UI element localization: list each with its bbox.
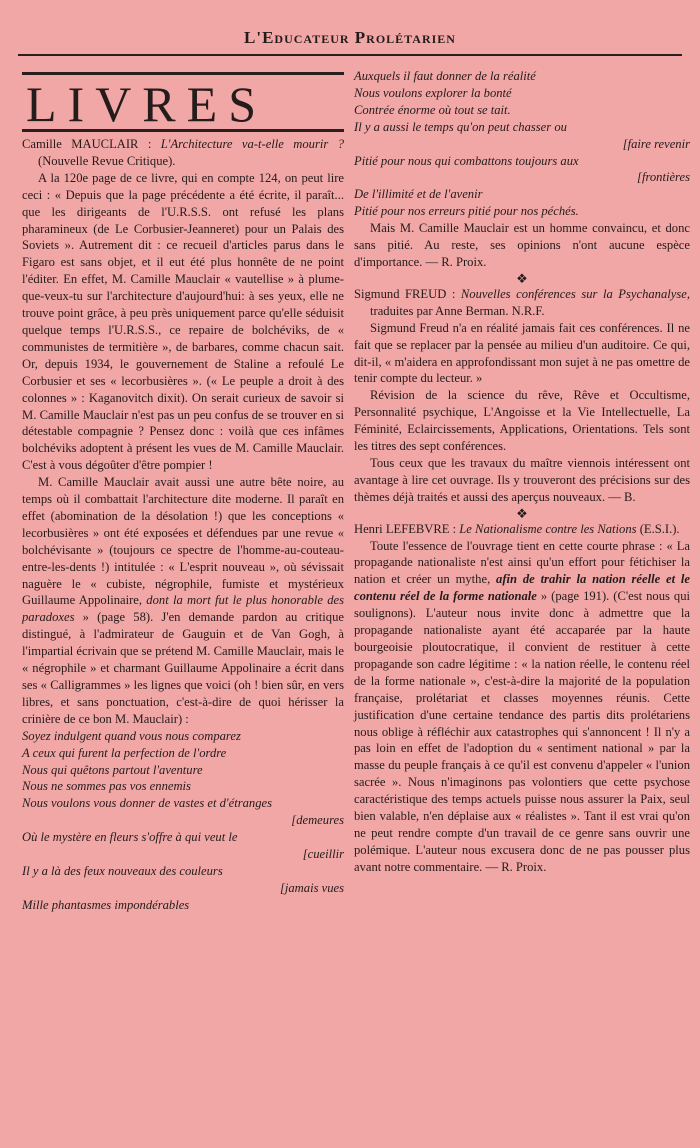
verse-line: Où le mystère en fleurs s'offre à qui veut le (22, 830, 238, 845)
verse-line: Pitié pour nous qui combattons toujours aux (354, 153, 579, 168)
section-title: LIVRES (22, 72, 344, 132)
review-author: Sigmund FREUD : (354, 286, 456, 301)
paragraph: Mais M. Camille Mauclair est un homme convaincu, et donc sans pitié. Au reste, ses opinions n'ont aucune espèce d'importance. — R. Proix. (354, 221, 690, 269)
verse-line: Il y a aussi le temps qu'on peut chasser ou (354, 119, 567, 134)
review-book-title: L'Architecture va-t-elle mourir ? (160, 137, 344, 151)
review-author: Henri LEFEBVRE : (354, 521, 457, 536)
verse-continuation: [frontières (637, 170, 690, 185)
paragraph: Sigmund Freud n'a en réalité jamais fait ces conférences. Il ne fait que se replacer par la pensée au milieu d'un auditoire. Ce qui, dit-il, « m'aidera en approfondissant mon sujet à ne pas omettre de tenir compte du lecteur. » (354, 320, 690, 386)
ornament-divider: ❖ (516, 505, 528, 521)
paragraph: Révision de la science du rêve, Rêve et Occultisme, Personnalité psychique, L'Angoisse et la Vie Intellectuelle, La Féminité, Eclaircissements, Applications, Orientations. Tels sont les titres des sept conférences. (354, 388, 690, 454)
review-publisher: (E.S.I.). (639, 521, 680, 536)
text-run: » (page 58). J'en demande pardon au critique distingué, à l'admirateur de Gauguin et de Van Gogh, à l'impartial écrivain que se prétend M. Camille Mauclair, mais le « négrophile » et charmant Guillaume Appolinaire a écrit dans ses « Calligrammes » les lignes que voici (oh ! bien sûr, en vers libres, et sans ponctuation, c'est-à-dire de quoi hérisser la crinière de ce bon M. Mauclair) : (22, 610, 344, 726)
verse-line: Il y a là des feux nouveaux des couleurs (22, 863, 223, 878)
left-column (22, 68, 344, 914)
verse-line: Nous voulons vous donner de vastes et d'étranges (22, 796, 272, 811)
verse-line: Soyez indulgent quand vous nous comparez (22, 728, 241, 743)
verse-line: Auxquels il faut donner de la réalité (354, 69, 536, 83)
text-run: M. Camille Mauclair avait aussi une autre bête noire, au temps où il combattait l'architecture dite moderne. Il paraît en effet (abomination de la désolation !) que les conceptions « lecorbusières » ont été exposées et défendues par une revue « bolchévisante » (toujours ce spectre de l'homme-au-couteau-entre-les-dents !) intitulée : « L'esprit nouveau », où sévissait naguère le « cubiste, négrophile, fumiste et mystérieux Guillaume Appolinaire, (22, 475, 344, 608)
review-book-title: Nouvelles conférences sur la Psychanalyse, (460, 286, 690, 301)
verse-line: Nous ne sommes pas vos ennemis (22, 779, 191, 794)
verse-continuation: [demeures (291, 813, 344, 828)
paragraph (354, 538, 690, 876)
paragraph: A la 120e page de ce livre, qui en compte 124, on peut lire ceci : « Depuis que la page précédente a été écrite, il paraît... que les dirigeants de l'U.R.S.S. ont refusé les plans pharamineux (de Le Corbusier-Jeanneret) pour un Palais des Soviets ». Autrement dit : ce recueil d'articles parus dans le Figaro est sans objet, et il eut été plus honnête de ne point l'éditer. En effet, M. Camille Mauclair « vautellise » à plume-que-veux-tu sur l'architecture d'aujourd'hui: à ses yeux, elle ne trouve point grâce, à peu près uniquement parce qu'elle séduisit quelque temps l'U.R.S.S., ce repaire de bolchéviks, de « communistes de termitière », de barbares, comme chacun sait. Or, depuis 1934, le gouvernement de Staline a refoulé Le Corbusier et ses « lecorbusières ». (« Le peuple a droit à des colonnes » : Kaganovitch dixit). On serait curieux de savoir si M. Camille Mauclair n'est pas un peu confus de se trouver en si détestable compagnie ? Pensez donc : voilà que ces infâmes bolchéviks adoptent à présent les vues de M. Camille Mauclair. C'est à vous dégoûter d'être pompier ! (22, 170, 344, 473)
right-column (354, 68, 690, 876)
verse-continuation: [cueillir (302, 847, 344, 862)
verse-line: De l'illimité et de l'avenir (354, 187, 483, 202)
review-publisher: (Nouvelle Revue Critique). (38, 153, 176, 168)
verse-line: Nous qui quêtons partout l'aventure (22, 762, 203, 777)
journal-title: L'Educateur Prolétarien (244, 28, 456, 47)
verse-line: Mille phantasmes impondérables (22, 897, 190, 912)
italic-run: dont la mort fut le plus honorable des paradoxes (22, 593, 345, 625)
review-heading-mauclair (22, 136, 344, 170)
text-run: Toute l'essence de l'ouvrage tient en cette courte phrase : « La propagande nationaliste n'est ainsi qu'un effort pour fétichiser la nation et créer un mythe, (354, 538, 690, 587)
ornament-divider: ❖ (516, 270, 528, 286)
verse-continuation: [jamais vues (279, 880, 344, 895)
paragraph: Tous ceux que les travaux du maître viennois intéressent ont avantage à lire cet ouvrage. Ils y trouveront des précisions sur des thèmes déjà traités et aussi des aperçus nouveaux. — B. (354, 455, 690, 504)
running-header (18, 24, 682, 56)
italic-run: afin de trahir la nation réelle et le contenu réel de la forme nationale (354, 572, 690, 604)
review-author: Camille MAUCLAIR : (22, 137, 152, 151)
verse-line: Contrée énorme où tout se tait. (354, 102, 511, 117)
review-heading-freud (354, 286, 690, 320)
verse-continuation: [faire revenir (622, 136, 690, 151)
paragraph (22, 474, 344, 728)
review-book-title: Le Nationalisme contre les Nations (459, 521, 637, 536)
review-publisher: traduites par Anne Berman. N.R.F. (370, 303, 545, 318)
text-run: » (page 191). (C'est nous qui soulignons). L'auteur nous invite donc à admettre que la propagande nationaliste ayant été accaparée par la haute bourgeoisie ploutocratique, il convient de restituer à cette propagande son cadre légitime : « la nation réelle, le contenu réel de la forme nationale », c'est-à-dire la majorité de la population française, prolétariat et classes moyennes réunis. Cette justification d'une certaine tendance des partis dits prolétariens nous oblige à réfléchir aux catastrophes qui s'annoncent ! Il n'y a pas loin en effet de l'adoption du « sentiment national » par la masse du peuple français à ce qu'il est convenu d'appeler « l'union sacrée ». Nous n'imaginons pas volontiers que cette psychose caractéristique des temps actuels puisse nous assurer la Paix, seul bien valable, n'en déplaise aux « réalistes ». Tant il est vrai qu'on ne peut rendre compte d'un travail de ce genre sans ouvrir une polémique. L'auteur nous excusera donc de ne pas pousser plus avant notre commentaire. — R. Proix. (354, 589, 690, 874)
verse-line: Pitié pour nos erreurs pitié pour nos péchés. (354, 204, 579, 219)
verse-line: A ceux qui furent la perfection de l'ordre (22, 745, 227, 760)
verse-line: Nous voulons explorer la bonté (354, 85, 512, 100)
review-heading-lefebvre (354, 521, 690, 538)
